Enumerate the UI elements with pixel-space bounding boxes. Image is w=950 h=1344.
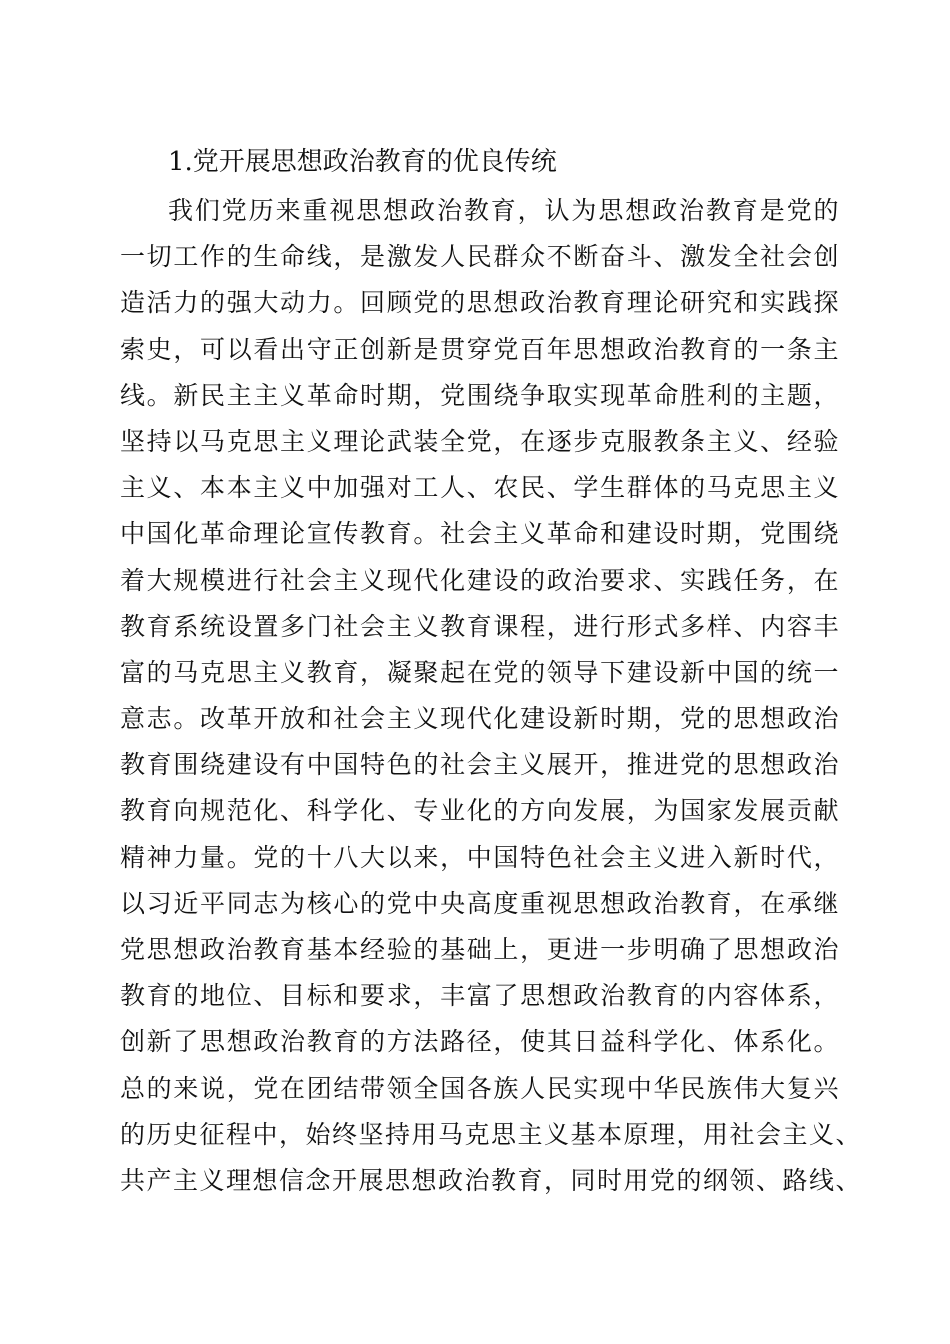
paragraph-line: 线。新民主主义革命时期，党围绕争取实现革命胜利的主题， <box>120 380 840 410</box>
paragraph-line: 创新了思想政治教育的方法路径，使其日益科学化、体系化。 <box>120 1027 840 1057</box>
paragraph-line: 精神力量。党的十八大以来，中国特色社会主义进入新时代， <box>120 842 840 872</box>
paragraph-line: 主义、本本主义中加强对工人、农民、学生群体的马克思主义 <box>120 473 840 503</box>
paragraph-line: 中国化革命理论宣传教育。社会主义革命和建设时期，党围绕 <box>120 519 840 549</box>
paragraph-line: 索史，可以看出守正创新是贯穿党百年思想政治教育的一条主 <box>120 334 840 364</box>
paragraph-line: 总的来说，党在团结带领全国各族人民实现中华民族伟大复兴 <box>120 1073 840 1103</box>
paragraph-line: 教育的地位、目标和要求，丰富了思想政治教育的内容体系， <box>120 981 840 1011</box>
paragraph-line: 富的马克思主义教育，凝聚起在党的领导下建设新中国的统一 <box>120 657 840 687</box>
paragraph-line: 的历史征程中，始终坚持用马克思主义基本原理，用社会主义、 <box>120 1119 863 1149</box>
paragraph-line: 坚持以马克思主义理论武装全党，在逐步克服教条主义、经验 <box>120 426 840 456</box>
paragraph-body <box>120 188 863 1204</box>
paragraph-line: 教育向规范化、科学化、专业化的方向发展，为国家发展贡献 <box>120 796 840 826</box>
paragraph-line: 我们党历来重视思想政治教育，认为思想政治教育是党的 <box>168 196 840 225</box>
paragraph-line: 共产主义理想信念开展思想政治教育，同时用党的纲领、路线、 <box>120 1165 863 1195</box>
paragraph-line: 党思想政治教育基本经验的基础上，更进一步明确了思想政治 <box>120 935 840 964</box>
paragraph-line: 以习近平同志为核心的党中央高度重视思想政治教育，在承继 <box>120 888 840 918</box>
paragraph-line: 一切工作的生命线，是激发人民群众不断奋斗、激发全社会创 <box>120 242 840 272</box>
paragraph-line: 教育系统设置多门社会主义教育课程，进行形式多样、内容丰 <box>120 611 840 641</box>
paragraph-line: 意志。改革开放和社会主义现代化建设新时期，党的思想政治 <box>120 704 840 734</box>
paragraph-line: 教育围绕建设有中国特色的社会主义展开，推进党的思想政治 <box>120 750 840 780</box>
paragraph-line: 着大规模进行社会主义现代化建设的政治要求、实践任务，在 <box>120 565 840 595</box>
paragraph-line: 造活力的强大动力。回顾党的思想政治教育理论研究和实践探 <box>120 288 840 318</box>
section-heading: 1.党开展思想政治教育的优良传统 <box>168 147 557 177</box>
